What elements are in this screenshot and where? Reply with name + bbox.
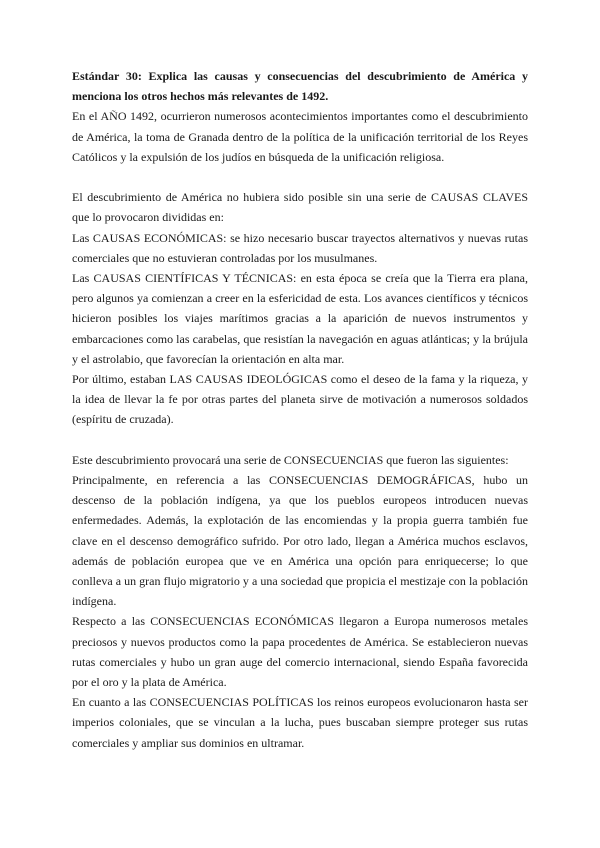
paragraph-economic-causes: Las CAUSAS ECONÓMICAS: se hizo necesario buscar trayectos alternativos y nuevas rutas comerciales que no estuvieran controladas por los musulmanes. [72,230,528,265]
paragraph-ideological-causes: Por último, estaban LAS CAUSAS IDEOLÓGICAS como el deseo de la fama y la riqueza, y la idea de llevar la fe por otras partes del planeta sirve de motivación a numerosos soldados (espíritu de cruzada). [72,372,528,427]
paragraph-spacer [72,167,528,187]
paragraph-spacer [72,430,528,450]
paragraph-intro: En el AÑO 1492, ocurrieron numerosos acontecimientos importantes como el descubrimiento de América, la toma de Granada dentro de la política de la unificación territorial de los Reyes Católicos y la expulsión de los judíos en búsqueda de la unificación religiosa. [72,109,528,164]
paragraph-economic-consequences: Respecto a las CONSECUENCIAS ECONÓMICAS llegaron a Europa numerosos metales preciosos y nuevos productos como la papa procedentes de América. Se establecieron nuevas rutas comerciales y hubo un gran auge del comercio internacional, siendo España favorecida por el oro y la plata de América. [72,614,528,690]
paragraph-consequences-intro: Este descubrimiento provocará una serie de CONSECUENCIAS que fueron las siguientes: [72,452,509,467]
document-title: Estándar 30: Explica las causas y consecuencias del descubrimiento de América y menciona los otros hechos más relevantes de 1492. [72,69,528,104]
paragraph-demographic-consequences: Principalmente, en referencia a las CONSECUENCIAS DEMOGRÁFICAS, hubo un descenso de la población indígena, ya que los pueblos europeos introducen nuevas enfermedades. Además, la explotación de las encomiendas y la propia guerra también fue clave en el descenso demográfico sufrido. Por otro lado, llegan a América muchos esclavos, además de población europea que ve en América una opción para enriquecerse; lo que conlleva a un gran flujo migratorio y a una sociedad que propicia el mestizaje con la población indígena. [72,473,528,609]
paragraph-scientific-causes: Las CAUSAS CIENTÍFICAS Y TÉCNICAS: en esta época se creía que la Tierra era plana, pero algunos ya comienzan a creer en la esfericidad de esta. Los avances científicos y técnicos hicieron posibles los viajes marítimos gracias a la aparición de nuevos instrumentos y embarcaciones como las carabelas, que resistían la navegación en aguas atlánticas; y la brújula y el astrolabio, que favorecían la orientación en alta mar. [72,271,528,366]
paragraph-causes-intro: El descubrimiento de América no hubiera sido posible sin una serie de CAUSAS CLAVES que lo provocaron divididas en: [72,190,528,225]
document-page [72,66,528,753]
paragraph-political-consequences: En cuanto a las CONSECUENCIAS POLÍTICAS los reinos europeos evolucionaron hasta ser imperios coloniales, que se vinculan a la lucha, pues buscaban siempre proteger sus rutas comerciales y ampliar sus dominios en ultramar. [72,695,528,750]
